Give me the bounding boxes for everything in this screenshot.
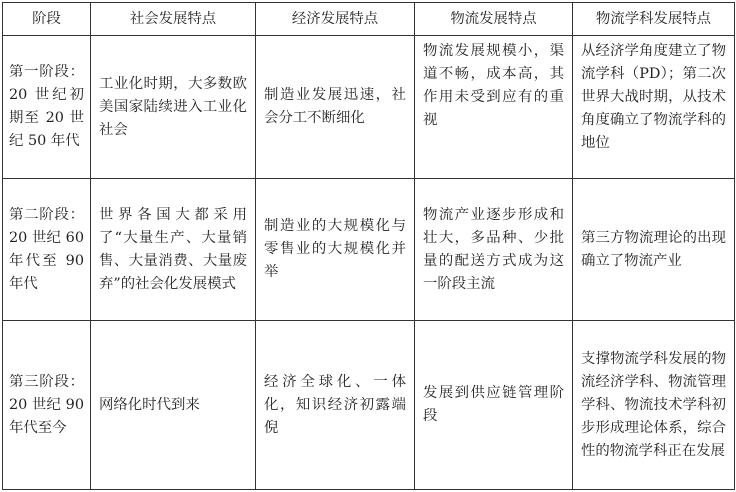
header-discipline: 物流学科发展特点 bbox=[573, 3, 735, 36]
logistics-cell: 物流发展规模小，渠道不畅，成本高，其作用未受到应有的重视 bbox=[415, 36, 573, 179]
table-header-row bbox=[3, 3, 735, 36]
logistics-development-table bbox=[2, 2, 735, 490]
society-cell: 网络化时代到来 bbox=[91, 321, 256, 490]
header-society: 社会发展特点 bbox=[91, 3, 256, 36]
economy-cell: 制造业的大规模化与零售业的大规模化并举 bbox=[256, 179, 415, 321]
discipline-cell: 第三方物流理论的出现确立了物流产业 bbox=[573, 179, 735, 321]
table-row bbox=[3, 321, 735, 490]
table-row bbox=[3, 179, 735, 321]
society-cell: 世界各国大都采用了“大量生产、大量销售、大量消费、大量废弃”的社会化发展模式 bbox=[91, 179, 256, 321]
logistics-cell: 物流产业逐步形成和壮大，多品种、少批量的配送方式成为这一阶段主流 bbox=[415, 179, 573, 321]
discipline-cell: 从经济学角度建立了物流学科（PD）；第二次世界大战时期，从技术角度确立了物流学科的地位 bbox=[573, 36, 735, 179]
stage-cell: 第二阶段：20 世纪 60 年代至 90 年代 bbox=[3, 179, 91, 321]
table-row bbox=[3, 36, 735, 179]
logistics-cell: 发展到供应链管理阶段 bbox=[415, 321, 573, 490]
economy-cell: 经济全球化、一体化，知识经济初露端倪 bbox=[256, 321, 415, 490]
society-cell: 工业化时期，大多数欧美国家陆续进入工业化社会 bbox=[91, 36, 256, 179]
document-page bbox=[2, 2, 735, 490]
header-logistics: 物流发展特点 bbox=[415, 3, 573, 36]
stage-cell: 第一阶段：20 世纪初期至 20 世纪 50 年代 bbox=[3, 36, 91, 179]
economy-cell: 制造业发展迅速，社会分工不断细化 bbox=[256, 36, 415, 179]
header-economy: 经济发展特点 bbox=[256, 3, 415, 36]
stage-cell: 第三阶段：20 世纪 90 年代至今 bbox=[3, 321, 91, 490]
header-stage: 阶段 bbox=[3, 3, 91, 36]
discipline-cell: 支撑物流学科发展的物流经济学科、物流管理学科、物流技术学科初步形成理论体系，综合性的物流学科正在发展 bbox=[573, 321, 735, 490]
